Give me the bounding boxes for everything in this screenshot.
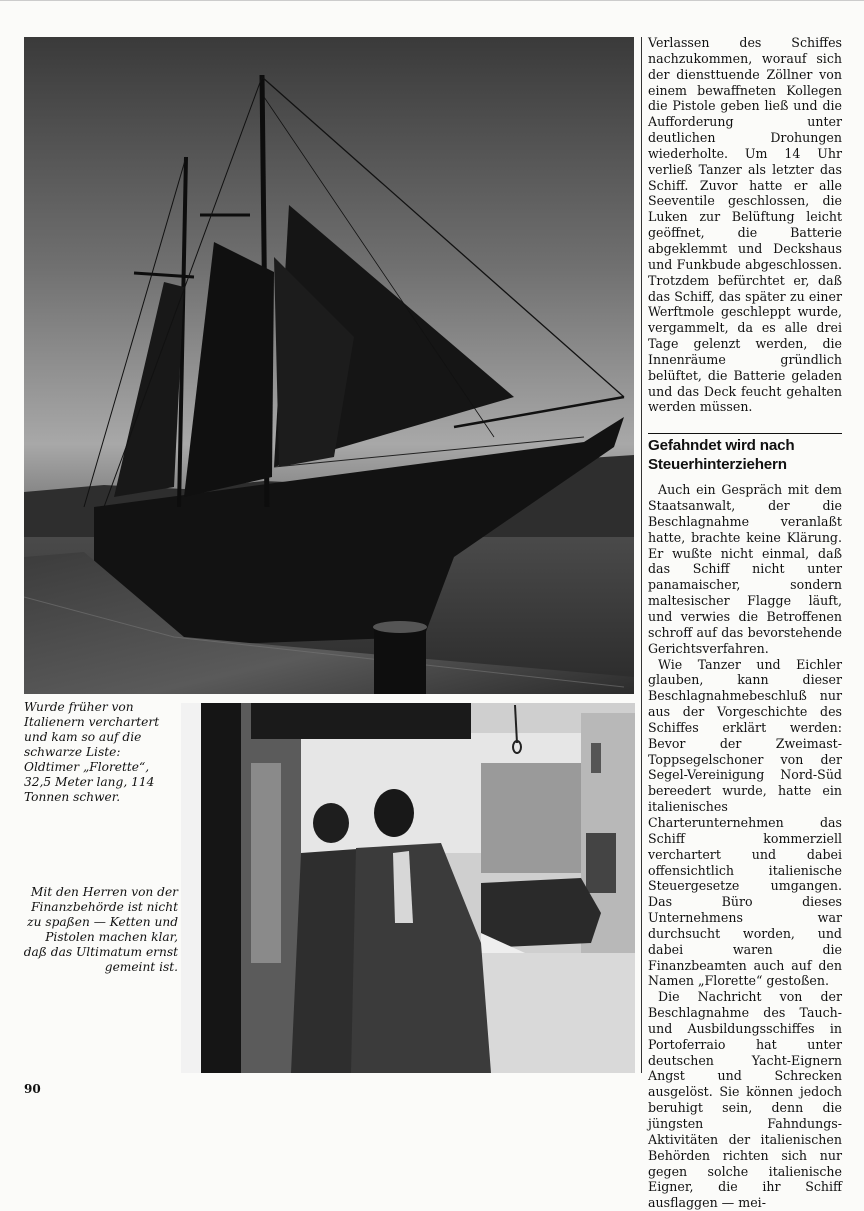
officials-photo (181, 703, 635, 1073)
article-paragraph: Auch ein Gespräch mit dem Staatsanwalt, der die Beschlagnahme veranlaßt hatte, brachte keine Klärung. Er wußte nicht einmal, daß das Schiff nicht unter panamaischer, sondern maltesischer Flagge läuft, und verwies die Betroffenen schroff auf das bevorstehende Gerichtsverfahren. (648, 482, 842, 656)
article-paragraph: Wie Tanzer und Eichler glauben, kann dieser Beschlagnahmebeschluß nur aus der Vorgeschichte des Schiffes erklärt werden: Bevor der Zweimast-Toppsegelschoner von der Segel-Vereinigung Nord-Süd bereedert wurde, hatte ein italienisches Charterunternehmen das Schiff kommerziell verchartert und dabei offensichtlich italienische Steuergesetze umgangen. Das Büro dieses Unternehmens war durchsucht worden, und dabei waren die Finanzbeamten auch auf den Namen „Florette“ gestoßen. (648, 656, 842, 989)
article-paragraph: Verlassen des Schiffes nachzukommen, worauf sich der diensttuende Zöllner von einem bewaffneten Kollegen die Pistole geben ließ und die Aufforderung unter deutlichen Drohungen wiederholte. Um 14 Uhr verließ Tanzer als letzter das Schiff. Zuvor hatte er alle Seeventile geschlossen, die Luken zur Belüftung leicht geöffnet, die Batterie abgeklemmt und Deckshaus und Funkbude abgeschlossen. Trotzdem befürchtet er, daß das Schiff, das später zu einer Werftmole geschleppt wurde, vergammelt, da es alle drei Tage gelenzt werden, die Innenräume gründlich belüftet, die Batterie geladen und das Deck feucht gehalten werden müssen. (648, 35, 842, 415)
photo-top-caption: Wurde früher von Italienern verchartert und kam so auf die schwarze Liste: Oldtimer „Florette“, 32,5 Meter lang, 114 Tonnen schwer. (24, 700, 160, 804)
officials-illustration (181, 703, 635, 1073)
page-number: 90 (24, 1082, 41, 1096)
article-column (648, 35, 842, 1211)
photo-bottom-caption: Mit den Herren von der Finanzbehörde ist nicht zu spaßen — Ketten und Pistolen machen klar, daß das Ultimatum ernst gemeint ist. (23, 885, 178, 974)
schooner-photo (24, 37, 634, 694)
top-edge (0, 0, 864, 1)
subheading-block (648, 433, 842, 474)
article-subheading: Gefahndet wird nach Steuerhinterziehern (648, 437, 795, 474)
schooner-illustration (24, 37, 634, 694)
column-rule (641, 37, 642, 1073)
article-paragraph: Die Nachricht von der Beschlagnahme des Tauch- und Ausbildungsschiffes in Portoferraio hat unter deutschen Yacht-Eignern Angst und Schrecken ausgelöst. Sie können jedoch beruhigt sein, denn die jüngsten Fahndungs-Aktivitäten der italienischen Behörden richten sich nur gegen solche italienische Eigner, die ihr Schiff ausflaggen — mei- (648, 989, 842, 1211)
